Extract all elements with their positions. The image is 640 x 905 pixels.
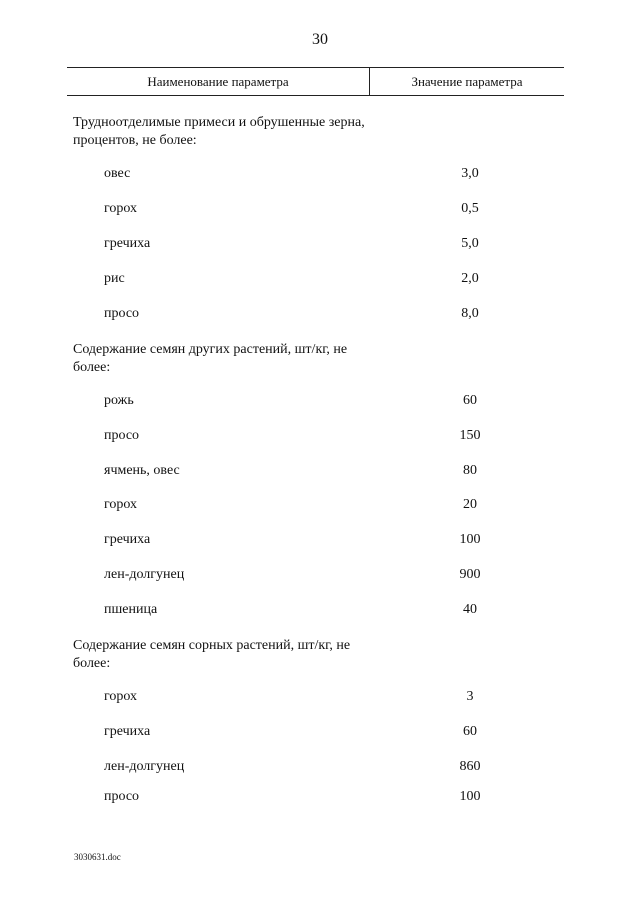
row-name: ячмень, овес	[104, 463, 180, 478]
row-name: просо	[104, 428, 140, 443]
row-value: 8,0	[461, 306, 479, 321]
row-value: 150	[459, 428, 481, 443]
row-name: пшеница	[104, 602, 158, 617]
row-name: горох	[104, 497, 138, 512]
header-parameter-name: Наименование параметра	[147, 74, 289, 89]
row-value: 100	[459, 532, 481, 547]
row-value: 60	[463, 724, 477, 739]
row-name: рожь	[104, 393, 134, 408]
row-name: овес	[104, 166, 131, 181]
table-header	[67, 67, 564, 96]
row-value: 860	[459, 759, 481, 774]
header-parameter-value: Значение параметра	[411, 74, 523, 89]
row-name: лен-долгунец	[104, 567, 185, 582]
row-name: горох	[104, 201, 138, 216]
page-number: 30	[312, 31, 328, 48]
row-value: 20	[463, 497, 477, 512]
row-name: рис	[104, 271, 125, 286]
row-value: 900	[459, 567, 481, 582]
row-name: лен-долгунец	[104, 759, 185, 774]
row-name: гречиха	[104, 532, 151, 547]
row-value: 5,0	[461, 236, 479, 251]
row-value: 80	[463, 463, 477, 478]
section-title: Трудноотделимые примеси и обрушенные зерна, процентов, не более:	[73, 115, 365, 148]
file-name-footer: 3030631.doc	[74, 852, 121, 862]
row-name: гречиха	[104, 236, 151, 251]
row-value: 0,5	[461, 201, 479, 216]
row-name: гречиха	[104, 724, 151, 739]
row-value: 3	[466, 689, 474, 704]
row-value: 40	[463, 602, 477, 617]
row-value: 60	[463, 393, 477, 408]
section-title: Содержание семян сорных растений, шт/кг, не более:	[73, 638, 351, 671]
row-value: 3,0	[461, 166, 479, 181]
row-name: просо	[104, 306, 140, 321]
row-value: 2,0	[461, 271, 479, 286]
section-title: Содержание семян других растений, шт/кг, не более:	[73, 342, 348, 375]
row-name: просо	[104, 789, 140, 804]
row-name: горох	[104, 689, 138, 704]
row-value: 100	[459, 789, 481, 804]
